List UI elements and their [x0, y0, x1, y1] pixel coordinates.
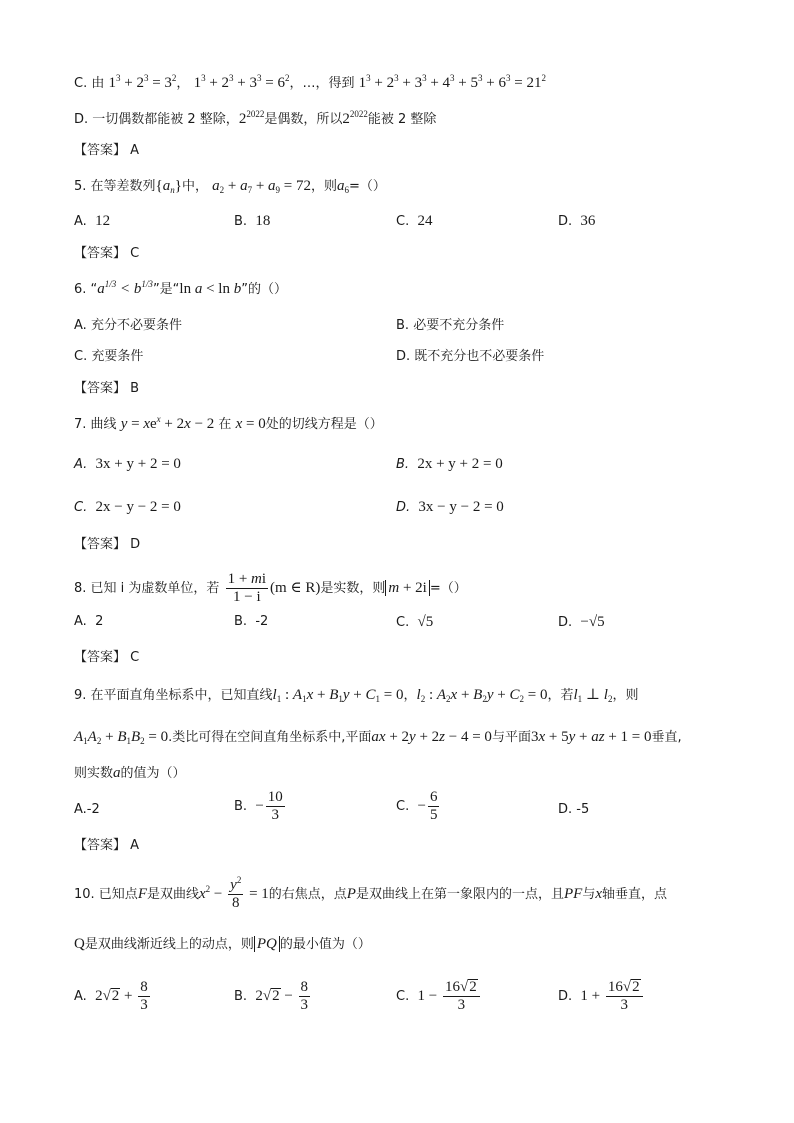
answer-value: C: [130, 650, 140, 665]
q9-answer: [74, 837, 139, 855]
q7-point: x = 0: [235, 416, 266, 432]
q10-hyperbola: $x^2$ − $\frac{y^2}{8}$ = 1: [199, 875, 269, 912]
q10-text-f: 轴垂直，点: [602, 887, 668, 902]
separator: ，: [176, 76, 190, 91]
q8-modulus: m + 2i: [385, 580, 429, 596]
q5-tail: ，则: [311, 179, 338, 194]
q6-option-c: C. 充要条件: [74, 349, 144, 364]
q7-answer: [74, 536, 140, 554]
q9-condition: $A_1A_2 + B_1B_2 = 0$: [74, 729, 169, 746]
q8-fraction: $\frac{1 + mi}{1 - i}$: [227, 571, 267, 605]
q5-mid: 中，: [181, 179, 208, 194]
q6-option-d: D. 既不充分也不必要条件: [396, 349, 545, 364]
q6-option-b: B. 必要不充分条件: [396, 318, 505, 333]
q4-option-c-eq3: $1^3 + 2^3 + 3^3 + 4^3 + 5^3 + 6^3 = 21^2$: [358, 73, 546, 91]
q8-tail: =（）: [429, 581, 467, 596]
q9-perp: $l_1$ ⊥ $l_2$: [573, 687, 613, 704]
q9-stem-line3: [74, 764, 186, 783]
q8-option-c: C. √5: [396, 614, 434, 630]
q6-cond-2: ln a < ln b: [179, 281, 242, 297]
answer-value: A: [130, 143, 140, 158]
q7-stem: [74, 415, 383, 434]
q4-option-d-power2: $2^{2022}$: [342, 109, 368, 127]
q9-stem-line2: [74, 728, 682, 747]
answer-value: A: [130, 838, 140, 853]
q9-option-a: A.-2: [74, 802, 100, 817]
q5-condition: $a_2 + a_7 + a_9 = 72$: [212, 178, 312, 195]
q9-tail: ，若: [547, 688, 574, 703]
q4-option-d: [74, 110, 436, 129]
q9-analogy: .类比可得在空间直角坐标系中,平面: [168, 730, 372, 745]
q6-cond-1: $a^{1/3} < b^{1/3}$: [97, 279, 153, 297]
q4-option-c-eq2: $1^3 + 2^3 + 3^3 = 6^2$: [193, 73, 290, 91]
q9-plane-2: 3x + 5y + az + 1 = 0: [530, 729, 652, 745]
answer-label: 【答案】: [74, 650, 127, 665]
q5-option-a: A. 12: [74, 213, 111, 229]
q7-option-a: A. 3x + y + 2 = 0: [74, 456, 181, 472]
q6-answer: [74, 380, 139, 398]
q4-answer: [74, 142, 139, 160]
answer-value: C: [130, 246, 140, 261]
answer-value: D: [130, 537, 141, 552]
q10-text-g: 是双曲线渐近线上的动点，则: [84, 937, 254, 952]
q6-stem: [74, 280, 287, 299]
q4-option-d-text-c: 能被 2 整除: [367, 112, 437, 127]
q8-option-b: B. -2: [234, 614, 269, 629]
q5-option-d: D. 36: [558, 213, 596, 229]
q10-text-h: 的最小值为（）: [279, 937, 371, 952]
q5-sequence: $\{a_n\}$: [155, 178, 182, 195]
answer-label: 【答案】: [74, 246, 127, 261]
q5-answer: [74, 245, 139, 263]
q10-stem-line2: [74, 935, 371, 954]
q10-option-c: C. 1 − $\frac{16√2}{3}$: [396, 976, 482, 1017]
q10-option-d: D. 1 + $\frac{16√2}{3}$: [558, 976, 645, 1017]
q9-plane-1: ax + 2y + 2z − 4 = 0: [371, 729, 492, 745]
q9-option-c: C. − $\frac{6}{5}$: [396, 789, 438, 823]
q5-lead: 5. 在等差数列: [74, 179, 156, 194]
q4-option-c-eq1: $1^3 + 2^3 = 3^2$: [108, 73, 177, 91]
q10-text-d: 是双曲线上在第一象限内的一点，且: [355, 887, 564, 902]
q5-option-b: B. 18: [234, 213, 271, 229]
q8-option-d: D. −√5: [558, 614, 605, 630]
q5-target: $a_6$: [337, 178, 350, 195]
q8-lead: 8. 已知 i 为虚数单位，若: [74, 581, 220, 596]
q9-perpendicular: 垂直,: [651, 730, 682, 745]
q7-tail: 处的切线方程是（）: [265, 417, 383, 432]
q9-option-d: D. -5: [558, 802, 590, 817]
q4-option-c-label: C. 由: [74, 76, 105, 91]
q10-text-c: 的右焦点，点: [268, 887, 347, 902]
q8-answer: [74, 649, 139, 667]
q6-tail: ”的（）: [241, 282, 287, 297]
q10-text-b: 是双曲线: [146, 887, 199, 902]
q7-option-c: C. 2x − y − 2 = 0: [74, 499, 181, 515]
q6-mid: ”是“: [152, 282, 180, 297]
q7-option-b: B. 2x + y + 2 = 0: [396, 456, 503, 472]
q8-option-a: A. 2: [74, 614, 104, 629]
answer-label: 【答案】: [74, 143, 127, 158]
q4-option-c: [74, 74, 546, 93]
q6-option-a: A. 充分不必要条件: [74, 318, 182, 333]
q10-text-e: 与: [582, 887, 596, 902]
q10-point-q: Q: [74, 936, 85, 952]
q10-point-f: F: [137, 886, 147, 902]
answer-label: 【答案】: [74, 838, 127, 853]
q10-stem-line1: [74, 876, 667, 913]
q9-option-b: B. − $\frac{10}{3}$: [234, 789, 283, 823]
q5-option-c: C. 24: [396, 213, 433, 229]
q5-tail2: =（）: [349, 179, 386, 194]
q9-variable: a: [113, 765, 121, 781]
q10-distance: PQ: [254, 936, 280, 952]
q10-axis-x: x: [595, 886, 602, 902]
q10-option-a: A. 2√2 + $\frac{8}{3}$: [74, 979, 148, 1013]
q6-lead: 6. “: [74, 282, 98, 297]
q4-option-c-text: ，…，得到: [289, 76, 355, 91]
q5-stem: [74, 177, 386, 196]
q9-line-l1: $l_1$ : $A_1x + B_1y + C_1 = 0$: [272, 687, 404, 704]
q10-lead: 10. 已知点: [74, 887, 138, 902]
q4-option-d-text-b: 是偶数，所以: [264, 112, 343, 127]
q9-lead: 9. 在平面直角坐标系中，已知直线: [74, 688, 273, 703]
answer-label: 【答案】: [74, 381, 127, 396]
q7-curve: $y = xe^x + 2x - 2$: [120, 414, 215, 432]
q4-option-d-power: $2^{2022}$: [238, 109, 265, 127]
q10-point-p: P: [346, 886, 356, 902]
q8-stem: [74, 570, 467, 607]
q9-line3-b: 的值为（）: [120, 766, 186, 781]
q7-lead: 7. 曲线: [74, 417, 117, 432]
q9-line-l2: $l_2$ : $A_2x + B_2y + C_2 = 0$: [416, 687, 548, 704]
q9-and: 与平面: [491, 730, 531, 745]
q10-option-b: B. 2√2 − $\frac{8}{3}$: [234, 979, 309, 1013]
q8-mid: 是实数，则: [320, 581, 386, 596]
q4-option-d-text-a: D. 一切偶数都能被 2 整除，: [74, 112, 239, 127]
q9-end: ，则: [612, 688, 639, 703]
answer-label: 【答案】: [74, 537, 127, 552]
q9-line3-a: 则实数: [74, 766, 114, 781]
q7-option-d: D. 3x − y − 2 = 0: [396, 499, 504, 515]
q9-stem-line1: 9. 在平面直角坐标系中，已知直线$l_1$ : $A_1x + B_1y + C_1 = 0$，$l_2$ : $A_2x + B_2y + C_2 = 0$，若$l_1$ ⊥ $l_2$，则: [74, 687, 639, 704]
q10-segment-pf: PF: [563, 886, 583, 902]
q7-mid: 在: [218, 417, 232, 432]
answer-value: B: [130, 381, 140, 396]
q8-condition: (m ∈ R): [270, 580, 321, 596]
